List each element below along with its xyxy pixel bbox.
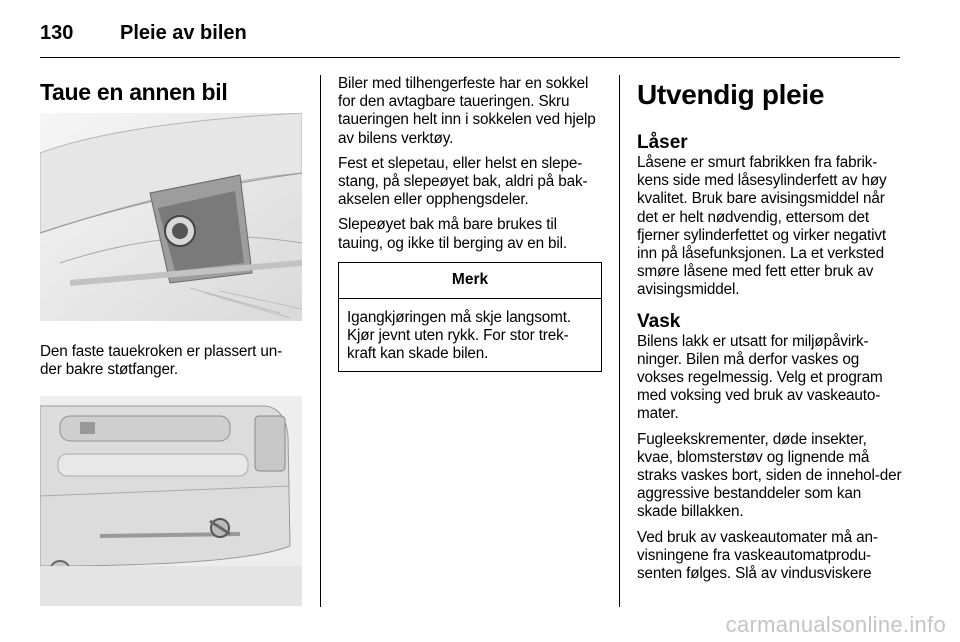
paragraph-locks: Låsene er smurt fabrikken fra fabrik-kens side med låsesylinderfett av høy kvalitet. Bruk bare avisingsmiddel når det er helt nødvendig, ettersom det fjerner sylinderfettet og virker negativt inn på låsefunksjonen. La et verksted smøre låsene med fett etter bruk av avisingsmiddel. — [637, 154, 887, 299]
note-heading: Merk — [339, 263, 601, 299]
tow-hook-illustration — [40, 113, 302, 321]
page-number: 130 — [40, 22, 74, 44]
paragraph-car-wash: Ved bruk av vaskeautomater må an-visningene fra vaskeautomatprodu-senten følges. Slå av vindusviskere — [637, 528, 878, 583]
section-title-exterior: Utvendig pleie — [637, 79, 825, 110]
column-tow-ring — [338, 75, 602, 372]
subheading-locks: Låser — [637, 132, 688, 153]
paragraph-tow-rope: Fest et slepetau, eller helst en slepe-stang, på slepeøyet bak, aldri på bak-akselen eller opphengsdeler. — [338, 154, 588, 209]
header-rule — [40, 57, 900, 58]
tow-hook-caption: Den faste tauekroken er plassert un-der bakre støtfanger. — [40, 343, 283, 379]
chapter-title: Pleie av bilen — [120, 22, 247, 44]
column-towing — [40, 75, 302, 606]
paragraph-tow-ring: Biler med tilhengerfeste har en sokkel for den avtagbare taueringen. Skru taueringen helt inn i sokkelen ved hjelp av bilens verktøy. — [338, 75, 596, 147]
rear-bumper-illustration — [40, 396, 302, 606]
paragraph-washing: Bilens lakk er utsatt for miljøpåvirk-ninger. Bilen må derfor vaskes og vokses regelmessig. Velg et program med voksing ved bruk av vaskeauto-mater. — [637, 332, 883, 423]
paragraph-rear-eye: Slepeøyet bak må bare brukes til tauing, og ikke til berging av en bil. — [338, 216, 567, 252]
column-exterior-care — [637, 75, 903, 583]
column-divider — [320, 75, 321, 607]
note-text: Igangkjøringen må skje langsomt. Kjør jevnt uten rykk. For stor trek-kraft kan skade bilen. — [347, 308, 571, 363]
column-divider — [619, 75, 620, 607]
section-title-towing: Taue en annen bil — [40, 79, 228, 105]
watermark-text: carmanualsonline.info — [725, 612, 946, 637]
note-box — [338, 262, 602, 373]
paragraph-bird-droppings: Fugleekskrementer, døde insekter, kvae, blomsterstøv og lignende må straks vaskes bort, siden de innehol-der aggressive bestanddeler som kan skade billakken. — [637, 430, 902, 521]
subheading-washing: Vask — [637, 310, 681, 332]
